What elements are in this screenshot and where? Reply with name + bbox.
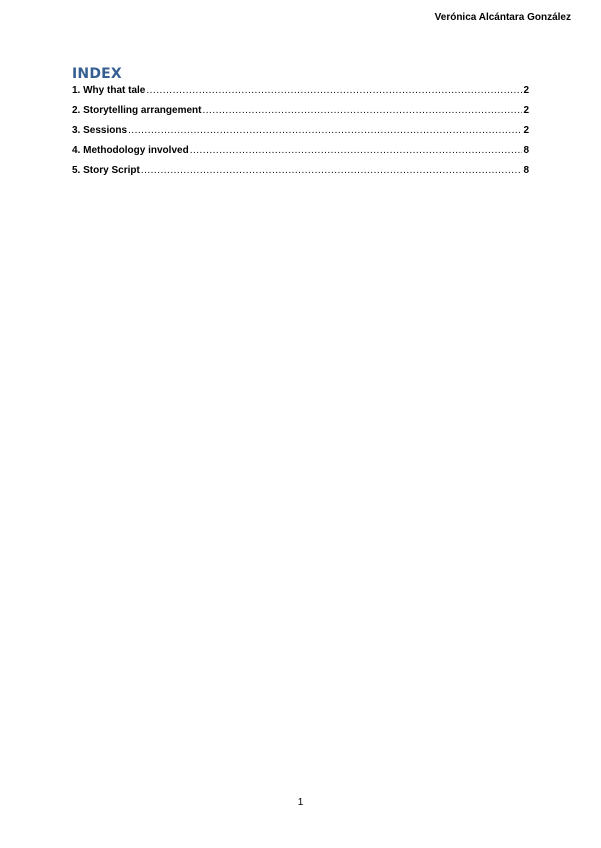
toc-dot-leader bbox=[202, 106, 522, 116]
toc-entry-page: 2 bbox=[523, 105, 529, 116]
toc-entry-label: 3. Sessions bbox=[72, 125, 128, 136]
toc-dot-leader bbox=[146, 86, 522, 96]
toc-dot-leader bbox=[141, 166, 523, 176]
toc-entry-sessions[interactable] bbox=[72, 126, 529, 146]
header-author: Verónica Alcántara González bbox=[434, 12, 571, 23]
toc-entry-page: 2 bbox=[523, 125, 529, 136]
toc-dot-leader bbox=[190, 146, 523, 156]
toc-entry-page: 8 bbox=[523, 145, 529, 156]
toc-entry-why-that-tale[interactable] bbox=[72, 86, 529, 106]
toc-entry-label: 2. Storytelling arrangement bbox=[72, 105, 202, 116]
toc-entry-storytelling-arrangement[interactable] bbox=[72, 106, 529, 126]
toc-entry-methodology-involved[interactable] bbox=[72, 146, 529, 166]
toc-entry-story-script[interactable] bbox=[72, 166, 529, 186]
toc-entry-label: 5. Story Script bbox=[72, 165, 140, 176]
toc-entry-label: 4. Methodology involved bbox=[72, 145, 189, 156]
toc-entry-label: 1. Why that tale bbox=[72, 85, 146, 96]
toc-entry-page: 8 bbox=[523, 165, 529, 176]
page-number: 1 bbox=[297, 797, 304, 808]
table-of-contents bbox=[72, 86, 529, 186]
index-title: INDEX bbox=[72, 66, 122, 82]
toc-dot-leader bbox=[128, 126, 522, 136]
toc-entry-page: 2 bbox=[523, 85, 529, 96]
